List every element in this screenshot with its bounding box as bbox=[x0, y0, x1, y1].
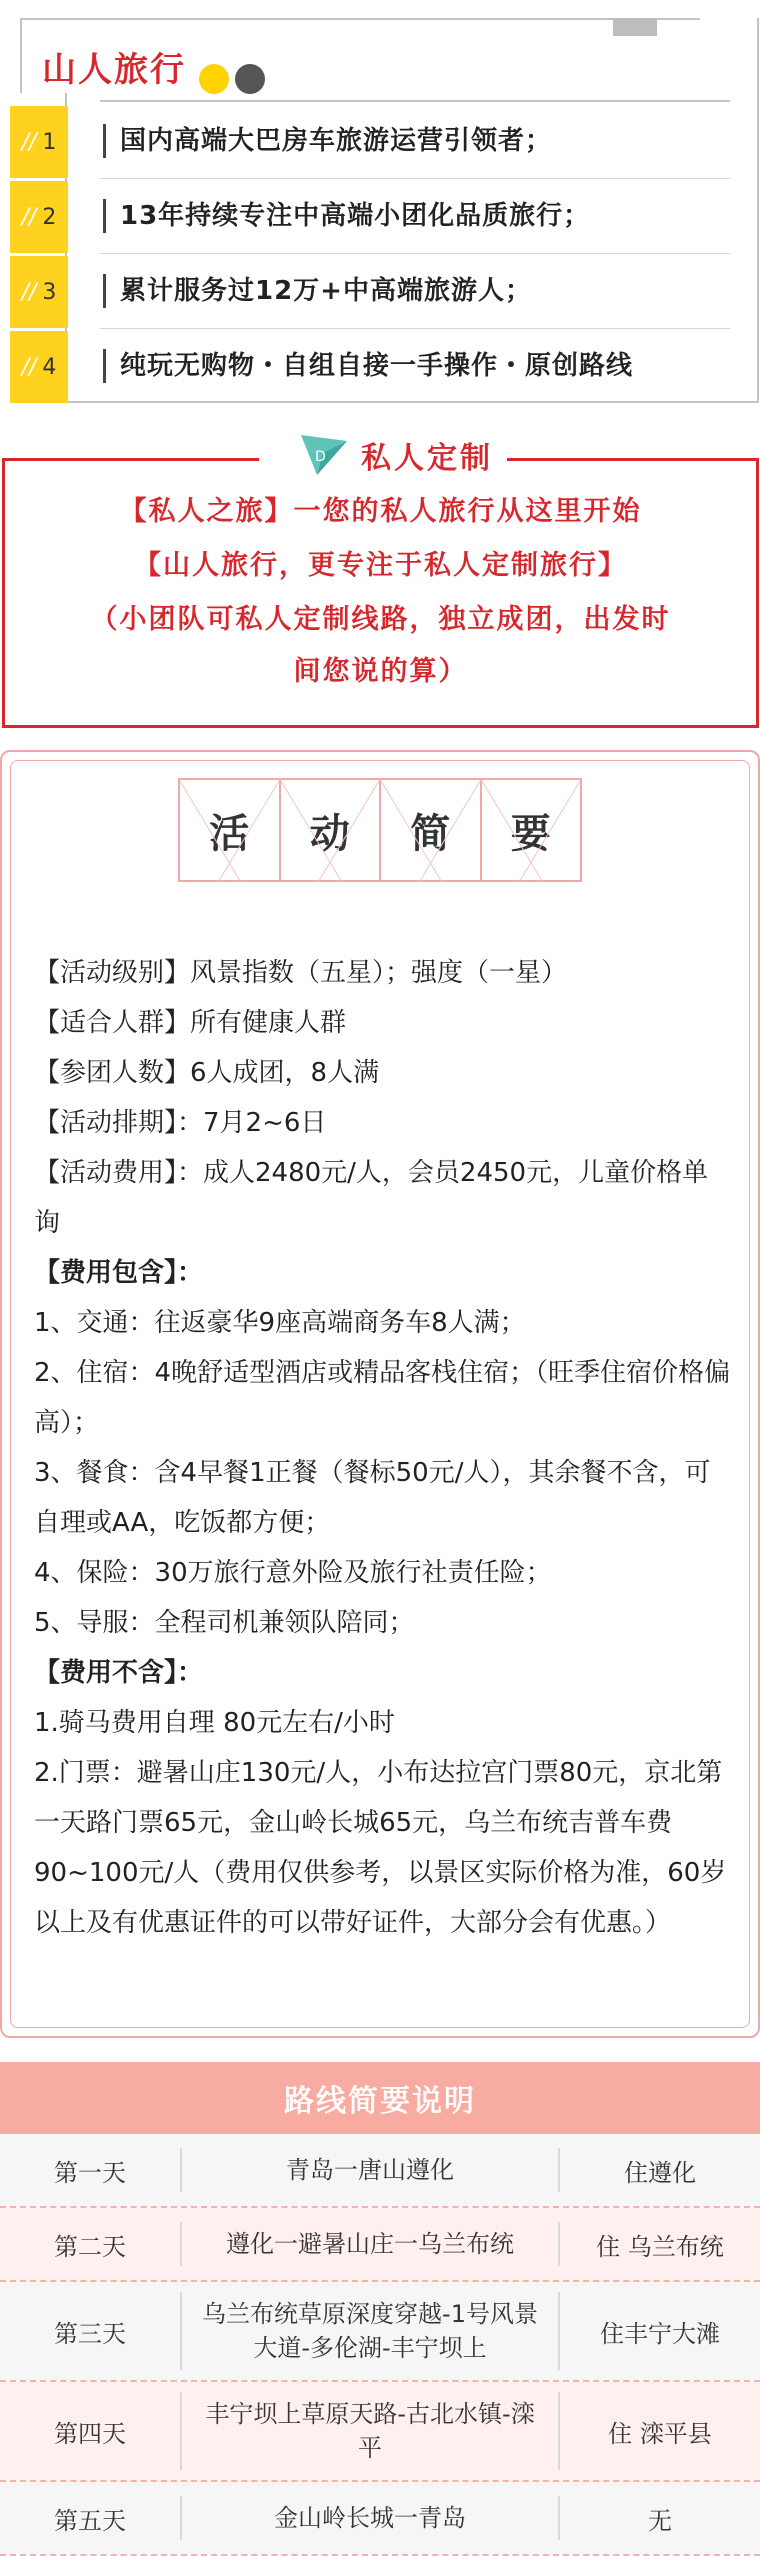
summary-line: 4、保险：30万旅行意外险及旅行社责任险； bbox=[34, 1558, 552, 1588]
heading-char: 简 bbox=[381, 780, 482, 880]
summary-line: 5、导服：全程司机兼领队陪同； bbox=[34, 1608, 415, 1638]
table-row bbox=[0, 2382, 760, 2482]
border-line bbox=[2, 458, 259, 461]
brand-title-box bbox=[20, 18, 700, 93]
feature-number-badge: // 2 bbox=[10, 181, 68, 253]
feature-number-badge: // 1 bbox=[10, 106, 68, 178]
activity-summary-heading bbox=[178, 778, 582, 882]
summary-line: 【活动排期】：7月2~6日 bbox=[34, 1108, 327, 1138]
feature-text: 13年持续专注中高端小团化品质旅行； bbox=[103, 199, 590, 233]
table-row bbox=[0, 2282, 760, 2382]
route-path: 乌兰布统草原深度穿越-1号风景大道-多伦湖-丰宁坝上 bbox=[180, 2292, 560, 2370]
custom-trip-line: （小团队可私人定制线路，独立成团，出发时 bbox=[90, 604, 671, 635]
custom-trip-header bbox=[285, 430, 505, 480]
paper-plane-icon bbox=[297, 431, 351, 479]
summary-line: 【参团人数】6人成团，8人满 bbox=[34, 1058, 380, 1088]
table-row bbox=[0, 2482, 760, 2556]
route-day: 第五天 bbox=[54, 2506, 126, 2535]
table-row bbox=[0, 2208, 760, 2282]
summary-line: 【活动费用】：成人2480元/人，会员2450元，儿童价格单询 bbox=[34, 1158, 709, 1238]
table-row bbox=[0, 2134, 760, 2208]
route-stay: 住 滦平县 bbox=[608, 2419, 712, 2448]
summary-line: 【适合人群】所有健康人群 bbox=[34, 1008, 347, 1038]
feature-number-badge: // 3 bbox=[10, 256, 68, 328]
custom-trip-section bbox=[2, 441, 759, 728]
route-path: 金山岭长城一青岛 bbox=[180, 2496, 560, 2540]
summary-line: 【活动级别】风景指数（五星）；强度（一星） bbox=[34, 958, 568, 988]
summary-section-title: 【费用包含】： bbox=[34, 1258, 204, 1288]
route-day: 第四天 bbox=[54, 2419, 126, 2448]
border-line bbox=[507, 458, 759, 461]
route-stay: 住遵化 bbox=[624, 2158, 696, 2187]
summary-section-title: 【费用不含】： bbox=[34, 1658, 204, 1688]
route-table bbox=[0, 2134, 760, 2556]
route-stay: 无 bbox=[648, 2506, 672, 2535]
route-path: 丰宁坝上草原天路-古北水镇-滦平 bbox=[180, 2392, 560, 2470]
divider bbox=[100, 253, 730, 254]
feature-text: 累计服务过12万+中高端旅游人； bbox=[103, 274, 532, 308]
feature-text: 纯玩无购物・自组自接一手操作・原创路线 bbox=[103, 349, 633, 383]
divider bbox=[100, 328, 730, 329]
heading-char: 动 bbox=[281, 780, 382, 880]
summary-line: 1.骑马费用自理 80元左右/小时 bbox=[34, 1708, 395, 1738]
route-stay: 住丰宁大滩 bbox=[600, 2319, 720, 2348]
feature-item bbox=[10, 331, 755, 407]
custom-trip-line: 【山人旅行，更专注于私人定制旅行】 bbox=[134, 550, 627, 581]
route-path: 青岛一唐山遵化 bbox=[180, 2148, 560, 2192]
heading-char: 活 bbox=[180, 780, 281, 880]
dark-dot-icon bbox=[235, 64, 265, 94]
summary-line: 3、餐食：含4早餐1正餐（餐标50元/人），其余餐不含，可自理或AA，吃饭都方便； bbox=[34, 1458, 711, 1538]
brand-section bbox=[10, 0, 759, 405]
feature-item bbox=[10, 256, 755, 332]
summary-line: 1、交通：往返豪华9座高端商务车8人满； bbox=[34, 1308, 526, 1338]
route-table-title: 路线简要说明 bbox=[0, 2062, 760, 2134]
feature-text: 国内高端大巴房车旅游运营引领者； bbox=[103, 124, 552, 158]
custom-trip-line: 间您说的算） bbox=[293, 656, 468, 687]
summary-line: 2.门票：避暑山庄130元/人，小布达拉宫门票80元，京北第一天路门票65元，金山岭长城65元，乌兰布统吉普车费90~100元/人（费用仅供参考，以景区实际价格为准，60岁以上及有优惠证件的可以带好证件，大部分会有优惠。） bbox=[34, 1758, 727, 1938]
activity-summary-body bbox=[34, 948, 734, 1948]
route-path: 遵化一避暑山庄一乌兰布统 bbox=[180, 2222, 560, 2266]
svg-text:D: D bbox=[315, 449, 326, 465]
feature-number-badge: // 4 bbox=[10, 331, 68, 403]
heading-char: 要 bbox=[482, 780, 581, 880]
custom-trip-line: 【私人之旅】一您的私人旅行从这里开始 bbox=[119, 496, 642, 527]
yellow-dot-icon bbox=[199, 64, 229, 94]
summary-line: 2、住宿：4晚舒适型酒店或精品客栈住宿；（旺季住宿价格偏高）； bbox=[34, 1358, 731, 1438]
brand-title: 山人旅行 bbox=[42, 50, 186, 90]
feature-item bbox=[10, 106, 755, 182]
route-day: 第二天 bbox=[54, 2232, 126, 2261]
divider bbox=[100, 100, 730, 102]
corner-tab bbox=[613, 18, 657, 36]
feature-item bbox=[10, 181, 755, 257]
route-day: 第三天 bbox=[54, 2319, 126, 2348]
custom-trip-title: 私人定制 bbox=[361, 441, 493, 476]
route-stay: 住 乌兰布统 bbox=[596, 2232, 724, 2261]
divider bbox=[100, 178, 730, 179]
route-day: 第一天 bbox=[54, 2158, 126, 2187]
